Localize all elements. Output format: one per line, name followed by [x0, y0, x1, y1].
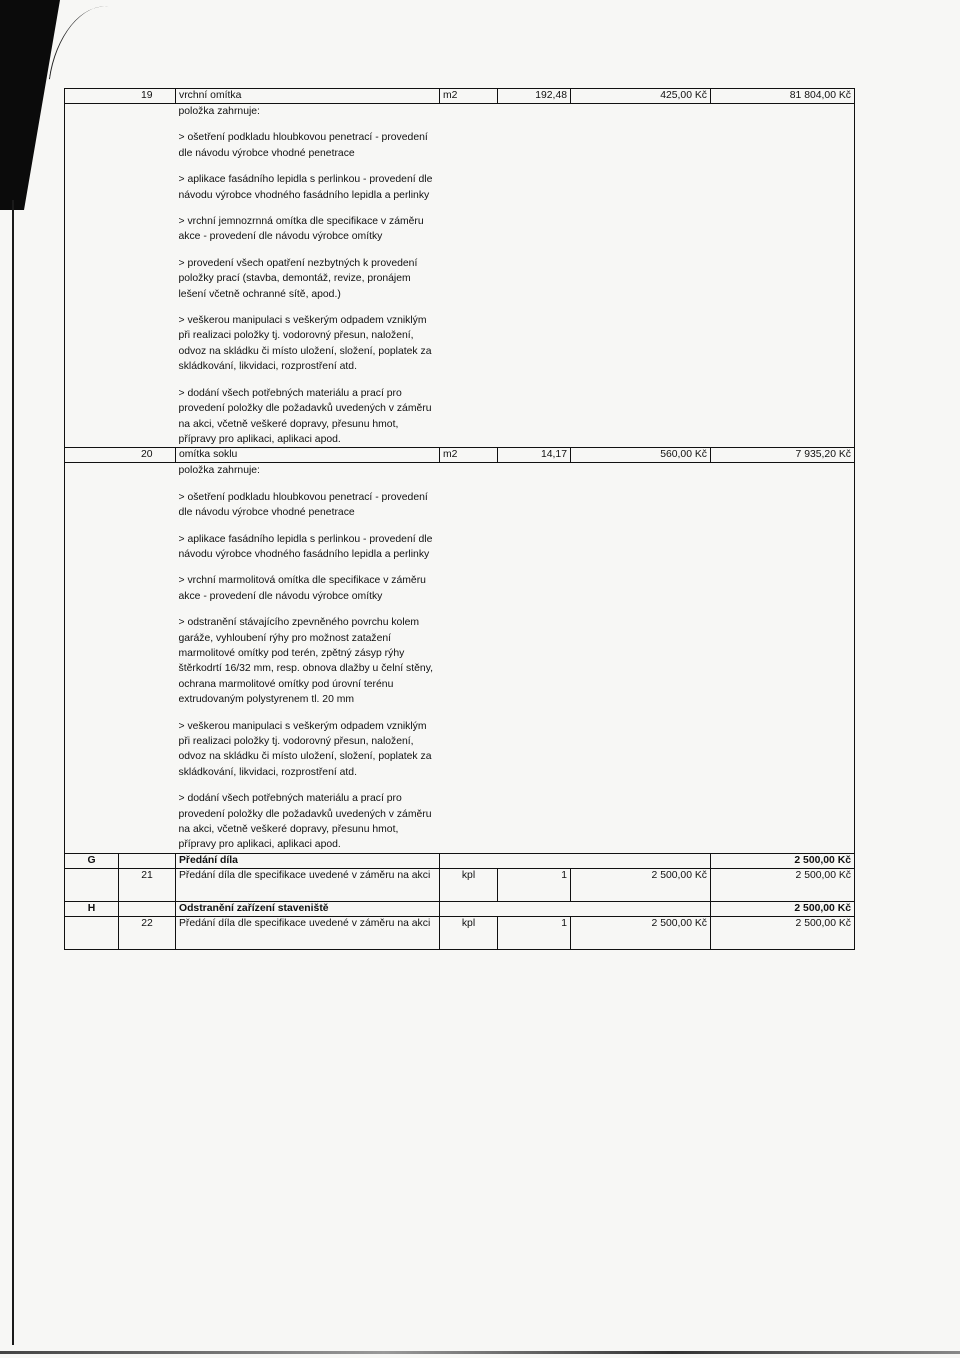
spacer-cell — [119, 463, 176, 854]
item-number: 21 — [119, 868, 176, 901]
item-description — [176, 463, 440, 854]
budget-table — [64, 88, 855, 950]
item-unit-price: 425,00 Kč — [571, 89, 711, 104]
spacer-cell — [440, 463, 498, 854]
spacer-cell — [440, 901, 498, 916]
spacer-cell — [65, 104, 119, 448]
section-title: Předání díla — [176, 853, 440, 868]
item-total: 81 804,00 Kč — [711, 89, 855, 104]
item-scope-paragraph: > vrchní jemnozrnná omítka dle specifikace v záměru akce - provedení dle návodu výrobce omítky — [178, 216, 424, 243]
item-quantity: 192,48 — [498, 89, 571, 104]
item-unit: m2 — [440, 89, 498, 104]
item-row — [65, 868, 855, 901]
spacer-cell — [440, 104, 498, 448]
budget-body — [65, 89, 855, 950]
spacer-cell — [498, 901, 571, 916]
item-scope-paragraph: > provedení všech opatření nezbytných k provedení položky prací (stavba, demontáž, revize, pronájem lešení včetně ochranné sítě, apod.) — [178, 257, 418, 300]
item-total: 2 500,00 Kč — [711, 868, 855, 901]
item-scope-paragraph: > odstranění stávajícího zpevněného povrchu kolem garáže, vyhloubení rýhy pro možnost zatažení marmolitové omítky pod terén, zpětný zásyp rýhy štěrkodrtí 16/32 mm, resp. obnova dlažby u čelní stěny, ochrana marmolitové omítky pod úrovní terénu extrudovaným polystyrenem tl. 20 mm — [178, 617, 434, 706]
scan-edge-shadow — [0, 0, 60, 210]
section-cell — [65, 89, 119, 104]
item-total: 2 500,00 Kč — [711, 916, 855, 949]
spacer-cell — [65, 868, 119, 901]
item-unit: kpl — [440, 916, 498, 949]
section-row — [65, 901, 855, 916]
item-row — [65, 916, 855, 949]
spacer-cell — [498, 463, 571, 854]
item-intro: položka zahrnuje: — [178, 465, 260, 477]
spacer-cell — [498, 104, 571, 448]
spacer-cell — [571, 463, 711, 854]
section-code: H — [65, 901, 119, 916]
section-row — [65, 853, 855, 868]
item-description-row — [65, 463, 855, 854]
item-unit-price: 2 500,00 Kč — [571, 868, 711, 901]
section-code: G — [65, 853, 119, 868]
item-scope-paragraph: > veškerou manipulaci s veškerým odpadem vzniklým při realizaci položky tj. vodorovný přesun, naložení, odvoz na skládku či místo uložení, složení, poplatek za skládkování, likvidaci, rozprostření atd. — [178, 720, 432, 778]
spacer-cell — [571, 104, 711, 448]
spacer-cell — [571, 901, 711, 916]
item-quantity: 1 — [498, 916, 571, 949]
item-unit-price: 560,00 Kč — [571, 448, 711, 463]
item-scope-paragraph: > ošetření podkladu hloubkovou penetrací - provedení dle návodu výrobce vhodné penetrace — [178, 491, 428, 519]
scan-bottom-edge — [0, 1351, 960, 1354]
item-description-row — [65, 104, 855, 448]
item-number: 19 — [119, 89, 176, 104]
item-header-row — [65, 448, 855, 463]
item-scope-paragraph: > ošetření podkladu hloubkovou penetrací - provedení dle návodu výrobce vhodné penetrace — [178, 132, 428, 159]
spacer-cell — [571, 853, 711, 868]
item-scope-paragraph: > vrchní marmolitová omítka dle specifikace v záměru akce - provedení dle návodu výrobce omítky — [178, 575, 426, 602]
item-total: 7 935,20 Kč — [711, 448, 855, 463]
item-quantity: 1 — [498, 868, 571, 901]
spacer-cell — [65, 463, 119, 854]
item-unit-price: 2 500,00 Kč — [571, 916, 711, 949]
item-description: Předání díla dle specifikace uvedené v záměru na akci — [176, 868, 440, 901]
spacer-cell — [119, 901, 176, 916]
item-number: 22 — [119, 916, 176, 949]
spacer-cell — [711, 463, 855, 854]
spacer-cell — [440, 853, 498, 868]
scan-edge-curve — [49, 0, 109, 86]
section-title: Odstranění zařízení staveniště — [176, 901, 440, 916]
item-unit: m2 — [440, 448, 498, 463]
section-cell — [65, 448, 119, 463]
item-scope-paragraph: > aplikace fasádního lepidla s perlinkou - provedení dle návodu výrobce vhodného fasádního lepidla a perlinky — [178, 533, 433, 560]
item-number: 20 — [119, 448, 176, 463]
item-quantity: 14,17 — [498, 448, 571, 463]
item-description — [176, 104, 440, 448]
section-total: 2 500,00 Kč — [711, 901, 855, 916]
spacer-cell — [65, 916, 119, 949]
item-intro: položka zahrnuje: — [178, 106, 260, 117]
item-scope-paragraph: > dodání všech potřebných materiálu a prací pro provedení položky dle požadavků uvedených v záměru na akci, včetně veškeré dopravy, přesunu hmot, přípravy pro aplikaci, aplikaci apod. — [178, 793, 432, 851]
item-scope-paragraph: > dodání všech potřebných materiálu a prací pro provedení položky dle požadavků uvedených v záměru na akci, včetně veškeré dopravy, přesunu hmot, přípravy pro aplikaci, aplikaci apod. — [178, 387, 432, 445]
spacer-cell — [119, 104, 176, 448]
item-name: vrchní omítka — [176, 89, 440, 104]
spacer-cell — [119, 853, 176, 868]
item-header-row — [65, 89, 855, 104]
item-scope-paragraph: > veškerou manipulaci s veškerým odpadem vzniklým při realizaci položky tj. vodorovný přesun, naložení, odvoz na skládku či místo uložení, složení, poplatek za skládkování, likvidaci, rozprostření atd. — [178, 315, 432, 373]
section-total: 2 500,00 Kč — [711, 853, 855, 868]
item-name: omítka soklu — [176, 448, 440, 463]
spacer-cell — [498, 853, 571, 868]
item-description: Předání díla dle specifikace uvedené v záměru na akci — [176, 916, 440, 949]
item-scope-paragraph: > aplikace fasádního lepidla s perlinkou - provedení dle návodu výrobce vhodného fasádního lepidla a perlinky — [178, 174, 433, 201]
item-unit: kpl — [440, 868, 498, 901]
spacer-cell — [711, 104, 855, 448]
scan-margin-line — [12, 200, 14, 1345]
